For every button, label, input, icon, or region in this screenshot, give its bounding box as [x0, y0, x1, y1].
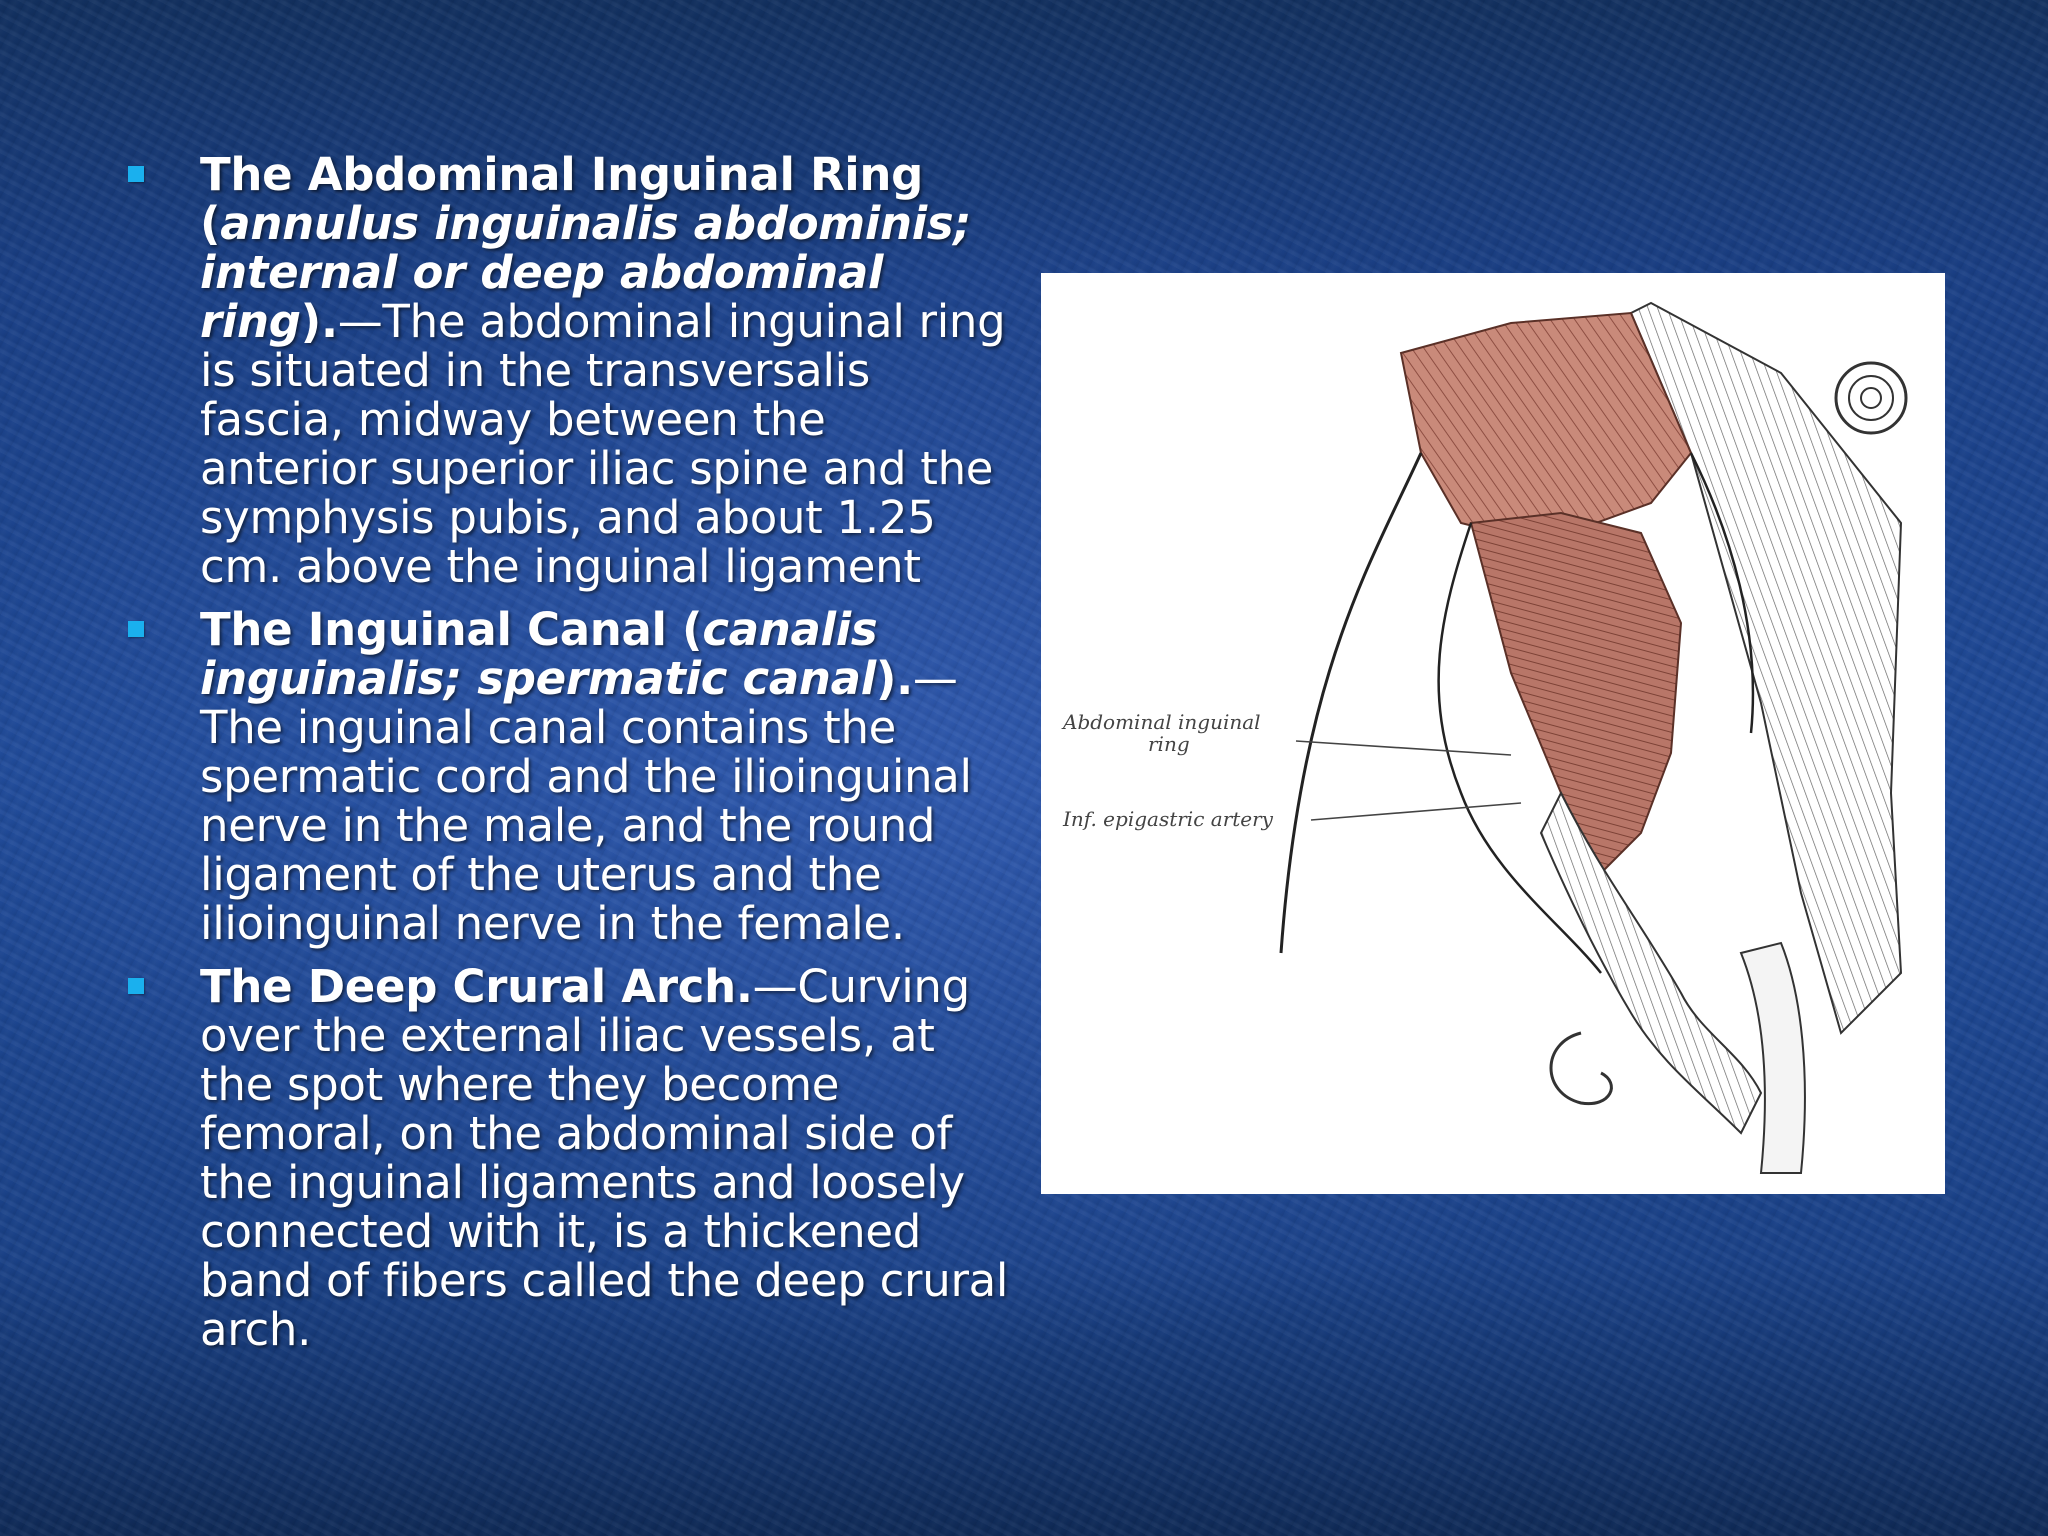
bullet-title: The Abdominal Inguinal Ring: [200, 148, 924, 201]
bullet-body: — The inguinal canal contains the spermatic cord and the ilioinguinal nerve in the male, and the round ligament of the uterus and the ilioinguinal nerve in the female.: [200, 652, 972, 950]
square-bullet-icon: [128, 621, 144, 637]
paren-close: ).: [875, 652, 913, 705]
anatomy-illustration: [1041, 273, 1945, 1194]
bullet-title: The Deep Crural Arch.: [200, 960, 753, 1013]
label-ring-line1: Abdominal inguinal: [1063, 710, 1261, 734]
bullet-body: —Curving over the external iliac vessels, at the spot where they become femoral, on the abdominal side of the inguinal ligaments and loosely connected with it, is a thickened band of fibers called the deep crural arch.: [200, 960, 1009, 1356]
bullet-deep-crural-arch: [120, 962, 1010, 1354]
label-inf-epigastric-artery: Inf. epigastric artery: [1063, 807, 1273, 831]
bullet-inguinal-canal: [120, 605, 1010, 948]
paren-close: ).: [300, 295, 338, 348]
paren-open: (: [666, 603, 703, 656]
square-bullet-icon: [128, 166, 144, 182]
label-abdominal-inguinal-ring: [1063, 711, 1261, 755]
bullet-body: —The abdominal inguinal ring is situated in the transversalis fascia, midway between the anterior superior iliac spine and the symphysis pubis, and about 1.25 cm. above the inguinal ligament: [200, 295, 1006, 593]
label-ring-line2: ring: [1148, 732, 1190, 756]
square-bullet-icon: [128, 978, 144, 994]
bullet-list: [120, 150, 1010, 1368]
latin-term: annulus inguinalis abdominis; internal or deep abdominal ring: [200, 197, 972, 348]
paren-open: (: [200, 197, 221, 250]
bullet-title: The Inguinal Canal: [200, 603, 667, 656]
latin-term: canalis inguinalis; spermatic canal: [200, 603, 878, 705]
bullet-abdominal-inguinal-ring: [120, 150, 1010, 591]
